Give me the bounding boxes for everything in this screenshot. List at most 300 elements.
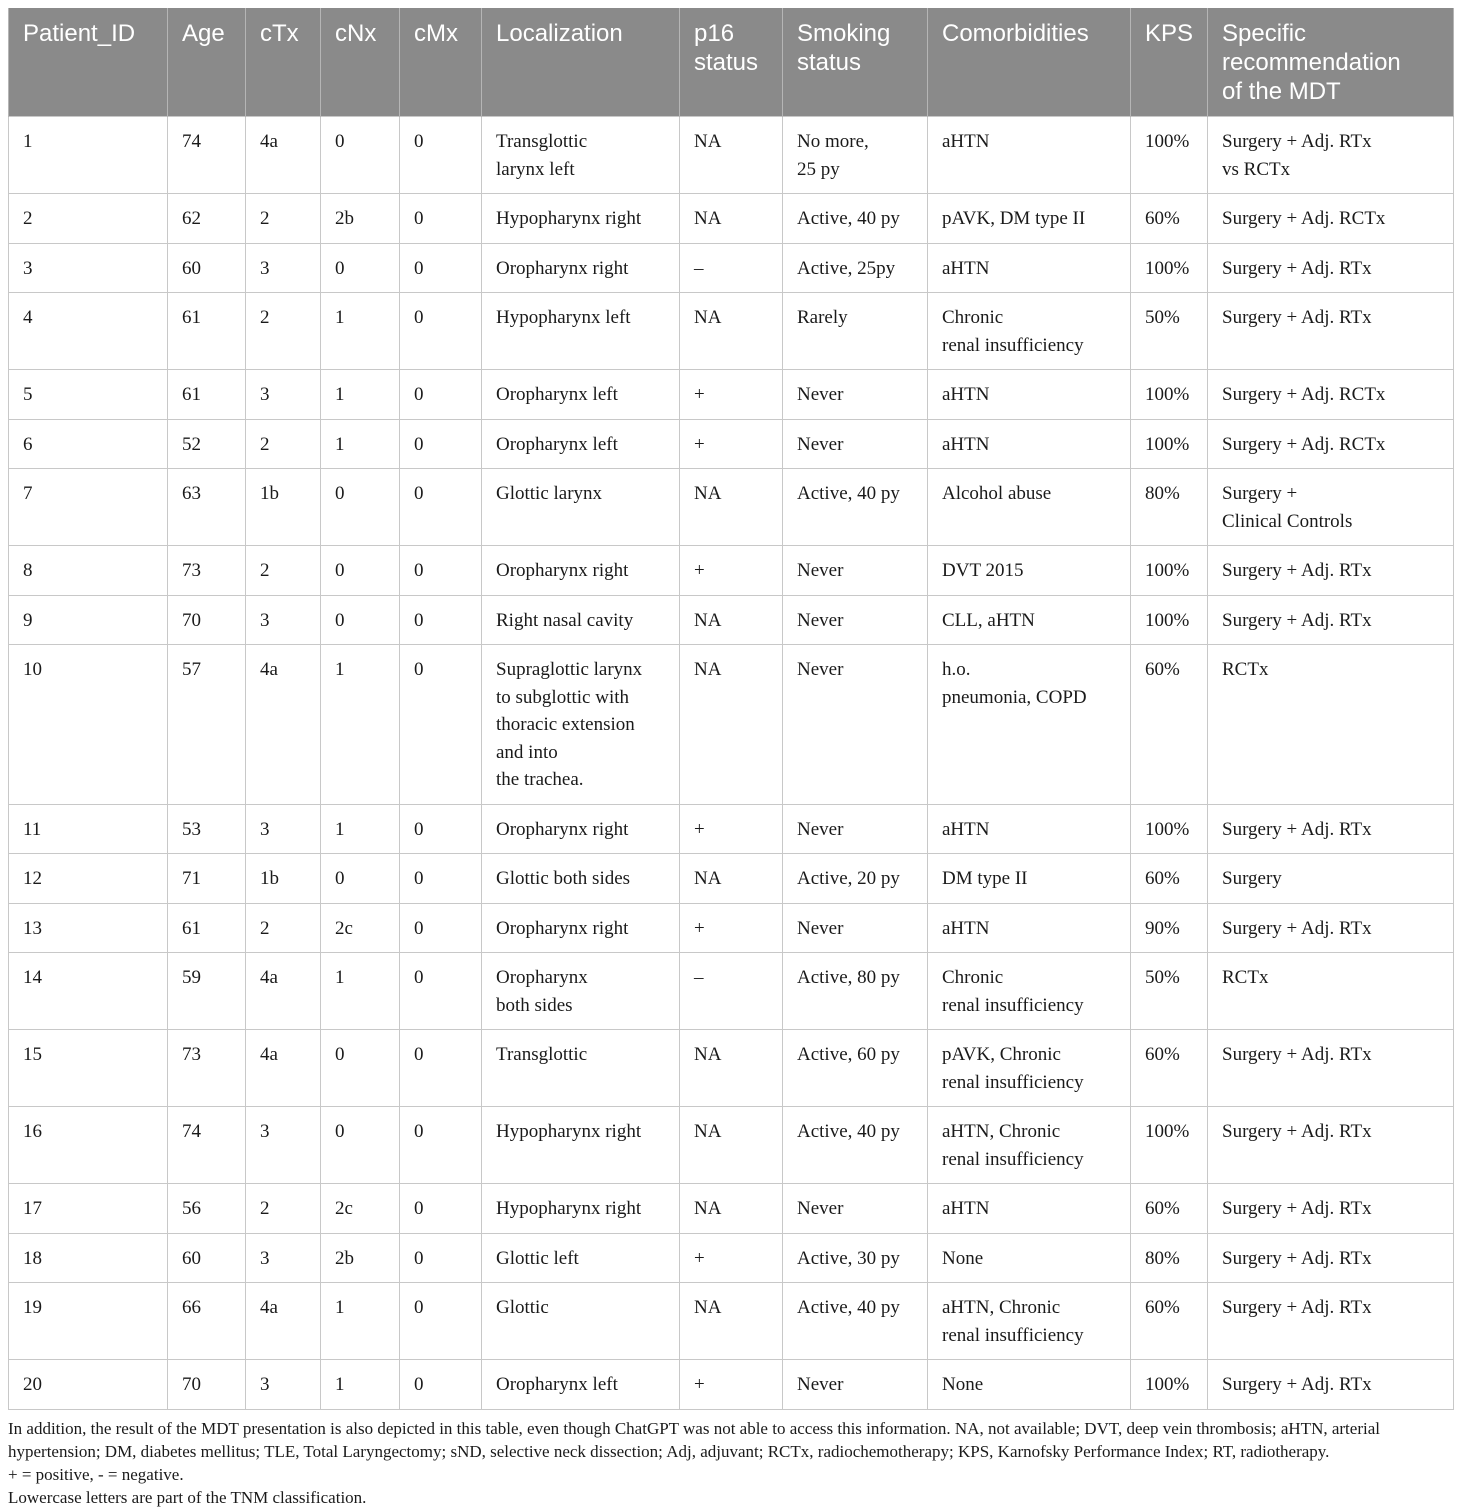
cell-text: 3 (260, 257, 270, 279)
cell-recommendation (1208, 854, 1454, 904)
cell-comorbidities (928, 546, 1131, 596)
table-row (9, 1030, 1454, 1107)
cell-text: DVT 2015 (942, 560, 1024, 581)
cell-patient-id (9, 469, 168, 546)
cell-p16-status (680, 117, 783, 194)
table-row (9, 1233, 1454, 1283)
cell-comorbidities (928, 1107, 1131, 1184)
cell-p16-status (680, 293, 783, 370)
cell-age (168, 953, 246, 1030)
cell-text: Active, 25py (797, 257, 896, 279)
cell-text: 1 (335, 659, 345, 680)
cell-text: 100% (1145, 384, 1190, 405)
cell-cnx (321, 804, 400, 854)
cell-text: 0 (335, 131, 345, 152)
table-row (9, 903, 1454, 953)
cell-text: Rarely (797, 307, 848, 328)
cell-p16-status (680, 1184, 783, 1234)
cell-text: Never (797, 384, 844, 405)
cell-text: 0 (414, 257, 424, 279)
cell-age (168, 194, 246, 244)
cell-smoking-status (783, 370, 928, 420)
table-row (9, 1283, 1454, 1360)
cell-text: Surgery + Adj. RTx (1222, 560, 1372, 581)
cell-p16-status (680, 854, 783, 904)
cell-cmx (400, 1030, 482, 1107)
cell-localization (482, 293, 680, 370)
cell-text: Surgery + Adj. RTx (1222, 1198, 1372, 1219)
cell-text: Oropharynx left (496, 433, 618, 455)
cell-text: 3 (260, 818, 270, 840)
cell-text: 100% (1145, 257, 1190, 279)
cell-recommendation (1208, 419, 1454, 469)
cell-text: Never (797, 917, 844, 939)
table-row (9, 546, 1454, 596)
cell-text: Chronic renal insufficiency (942, 967, 1084, 1016)
cell-cnx (321, 243, 400, 293)
cell-localization (482, 953, 680, 1030)
cell-localization (482, 243, 680, 293)
cell-text: 7 (23, 483, 33, 504)
cell-recommendation (1208, 117, 1454, 194)
cell-localization (482, 1233, 680, 1283)
cell-ctx (246, 953, 321, 1030)
cell-text: Alcohol abuse (942, 483, 1052, 504)
cell-ctx (246, 194, 321, 244)
cell-text: 60% (1145, 1297, 1180, 1318)
cell-patient-id (9, 903, 168, 953)
cell-p16-status (680, 903, 783, 953)
cell-age (168, 903, 246, 953)
header-comorbidities: Comorbidities (928, 8, 1131, 117)
cell-text: 1 (23, 131, 33, 152)
cell-cnx (321, 903, 400, 953)
cell-ctx (246, 804, 321, 854)
cell-text: 2 (260, 917, 270, 939)
cell-text: RCTx (1222, 659, 1269, 680)
cell-cnx (321, 595, 400, 645)
cell-text: Surgery + Clinical Controls (1222, 483, 1353, 532)
cell-kps (1131, 243, 1208, 293)
cell-text: Oropharynx right (496, 257, 629, 279)
cell-text: 0 (414, 1198, 424, 1219)
cell-patient-id (9, 370, 168, 420)
cell-kps (1131, 419, 1208, 469)
cell-text: Surgery + Adj. RTx (1222, 818, 1372, 840)
cell-text: NA (694, 609, 722, 631)
cell-smoking-status (783, 1107, 928, 1184)
cell-cmx (400, 419, 482, 469)
cell-text: 0 (414, 659, 424, 680)
cell-text: NA (694, 1044, 722, 1065)
cell-cnx (321, 1360, 400, 1410)
cell-text: 0 (335, 560, 345, 581)
table-row (9, 293, 1454, 370)
header-patient-id: Patient_ID (9, 8, 168, 117)
cell-smoking-status (783, 1184, 928, 1234)
cell-patient-id (9, 645, 168, 805)
cell-text: 0 (414, 307, 424, 328)
cell-text: Hypopharynx right (496, 1198, 642, 1219)
cell-text: aHTN, Chronic renal insufficiency (942, 1121, 1084, 1170)
cell-recommendation (1208, 469, 1454, 546)
cell-age (168, 419, 246, 469)
cell-text: 62 (182, 208, 201, 229)
cell-text: 16 (23, 1121, 42, 1142)
cell-smoking-status (783, 804, 928, 854)
cell-cnx (321, 1184, 400, 1234)
cell-text: 0 (414, 868, 424, 889)
cell-text: Surgery + Adj. RTx (1222, 609, 1372, 631)
cell-comorbidities (928, 595, 1131, 645)
cell-p16-status (680, 370, 783, 420)
cell-text: 59 (182, 967, 201, 988)
cell-recommendation (1208, 370, 1454, 420)
cell-text: CLL, aHTN (942, 609, 1035, 631)
cell-text: 3 (260, 1121, 270, 1142)
cell-recommendation (1208, 1030, 1454, 1107)
cell-recommendation (1208, 1107, 1454, 1184)
cell-text: Oropharynx right (496, 560, 629, 581)
table-row (9, 194, 1454, 244)
cell-text: 8 (23, 560, 33, 581)
cell-patient-id (9, 1360, 168, 1410)
cell-kps (1131, 804, 1208, 854)
cell-text: Active, 40 py (797, 208, 900, 229)
cell-cnx (321, 469, 400, 546)
cell-text: 4a (260, 1044, 278, 1065)
cell-ctx (246, 370, 321, 420)
cell-smoking-status (783, 419, 928, 469)
cell-age (168, 854, 246, 904)
cell-comorbidities (928, 1030, 1131, 1107)
cell-text: + (694, 1247, 705, 1269)
cell-text: 73 (182, 560, 201, 581)
cell-text: 3 (260, 384, 270, 405)
cell-text: Surgery + Adj. RTx (1222, 917, 1372, 939)
patient-table (8, 8, 1454, 1410)
cell-patient-id (9, 194, 168, 244)
cell-patient-id (9, 1233, 168, 1283)
cell-cmx (400, 117, 482, 194)
table-body (9, 117, 1454, 1410)
header-row (9, 8, 1454, 117)
cell-patient-id (9, 117, 168, 194)
cell-cmx (400, 1360, 482, 1410)
cell-text: 2b (335, 208, 354, 229)
cell-kps (1131, 1283, 1208, 1360)
cell-text: 1b (260, 483, 279, 504)
document (8, 8, 1453, 1509)
cell-text: None (942, 1374, 984, 1395)
cell-smoking-status (783, 1360, 928, 1410)
cell-kps (1131, 1233, 1208, 1283)
cell-recommendation (1208, 194, 1454, 244)
cell-text: NA (694, 483, 722, 504)
cell-text: Glottic both sides (496, 868, 631, 889)
cell-localization (482, 1360, 680, 1410)
cell-kps (1131, 1107, 1208, 1184)
cell-text: aHTN (942, 1198, 990, 1219)
header-kps: KPS (1131, 8, 1208, 117)
cell-age (168, 546, 246, 596)
cell-text: 71 (182, 868, 201, 889)
cell-patient-id (9, 546, 168, 596)
cell-text: 3 (260, 1374, 270, 1395)
cell-smoking-status (783, 595, 928, 645)
cell-age (168, 1107, 246, 1184)
cell-text: 12 (23, 868, 42, 889)
cell-text: 11 (23, 818, 42, 840)
cell-age (168, 595, 246, 645)
cell-comorbidities (928, 370, 1131, 420)
cell-p16-status (680, 419, 783, 469)
table-row (9, 1107, 1454, 1184)
cell-text: Never (797, 818, 844, 840)
cell-text: NA (694, 1198, 722, 1219)
cell-text: NA (694, 208, 722, 229)
cell-text: 2 (260, 1198, 270, 1219)
cell-kps (1131, 117, 1208, 194)
cell-text: 6 (23, 433, 33, 455)
footnote-abbreviations: In addition, the result of the MDT presentation is also depicted in this table, even though ChatGPT was not able to access this information. NA, not available; DVT, deep vein thrombosis; aHTN, arterial hypertension; DM, diabetes mellitus; TLE, Total Laryngectomy; sND, selective neck dissection; Adj, adjuvant; RCTx, radiochemotherapy; KPS, Karnofsky Performance Index; RT, radiotherapy. (8, 1418, 1380, 1461)
cell-ctx (246, 293, 321, 370)
cell-age (168, 645, 246, 805)
cell-text: NA (694, 1297, 722, 1318)
cell-text: aHTN, Chronic renal insufficiency (942, 1297, 1084, 1346)
cell-text: 60 (182, 257, 201, 279)
cell-ctx (246, 1283, 321, 1360)
cell-smoking-status (783, 953, 928, 1030)
cell-text: 3 (260, 1247, 270, 1269)
cell-cnx (321, 1233, 400, 1283)
cell-text: 20 (23, 1374, 42, 1395)
cell-text: 61 (182, 917, 201, 939)
cell-text: 2 (260, 560, 270, 581)
cell-recommendation (1208, 953, 1454, 1030)
cell-p16-status (680, 546, 783, 596)
cell-text: Never (797, 433, 844, 455)
cell-text: Active, 80 py (797, 967, 900, 988)
footnote-p16-legend: + = positive, - = negative. (8, 1464, 184, 1484)
cell-patient-id (9, 595, 168, 645)
cell-patient-id (9, 293, 168, 370)
cell-smoking-status (783, 546, 928, 596)
cell-cmx (400, 293, 482, 370)
cell-text: Surgery (1222, 868, 1282, 889)
cell-comorbidities (928, 903, 1131, 953)
cell-text: Chronic renal insufficiency (942, 307, 1084, 356)
cell-localization (482, 194, 680, 244)
cell-comorbidities (928, 243, 1131, 293)
cell-text: NA (694, 131, 722, 152)
cell-text: DM type II (942, 868, 1028, 889)
cell-text: 60% (1145, 868, 1180, 889)
cell-smoking-status (783, 469, 928, 546)
cell-text: Glottic (496, 1297, 549, 1318)
cell-text: 9 (23, 609, 33, 631)
cell-kps (1131, 953, 1208, 1030)
cell-cnx (321, 194, 400, 244)
cell-text: + (694, 1374, 705, 1395)
cell-text: NA (694, 307, 722, 328)
cell-age (168, 1030, 246, 1107)
table-row (9, 1184, 1454, 1234)
cell-p16-status (680, 194, 783, 244)
cell-text: 0 (414, 1044, 424, 1065)
cell-recommendation (1208, 595, 1454, 645)
cell-smoking-status (783, 1283, 928, 1360)
cell-text: 10 (23, 659, 42, 680)
cell-smoking-status (783, 854, 928, 904)
cell-ctx (246, 1107, 321, 1184)
cell-kps (1131, 546, 1208, 596)
cell-localization (482, 804, 680, 854)
cell-text: 17 (23, 1198, 42, 1219)
cell-comorbidities (928, 194, 1131, 244)
cell-text: 100% (1145, 1121, 1190, 1142)
cell-text: 2c (335, 917, 353, 939)
cell-recommendation (1208, 903, 1454, 953)
cell-patient-id (9, 854, 168, 904)
cell-text: 1b (260, 868, 279, 889)
cell-text: Active, 40 py (797, 1121, 900, 1142)
cell-cmx (400, 1184, 482, 1234)
cell-text: 100% (1145, 560, 1190, 581)
cell-localization (482, 1283, 680, 1360)
cell-text: Surgery + Adj. RTx (1222, 1044, 1372, 1065)
cell-text: 63 (182, 483, 201, 504)
cell-smoking-status (783, 903, 928, 953)
cell-cnx (321, 117, 400, 194)
cell-text: 1 (335, 433, 345, 455)
cell-text: Hypopharynx left (496, 307, 631, 328)
cell-cmx (400, 854, 482, 904)
cell-recommendation (1208, 1283, 1454, 1360)
cell-comorbidities (928, 1360, 1131, 1410)
cell-smoking-status (783, 1030, 928, 1107)
cell-text: 100% (1145, 131, 1190, 152)
cell-age (168, 804, 246, 854)
table-row (9, 645, 1454, 805)
cell-p16-status (680, 645, 783, 805)
header-smoking-status: Smoking status (783, 8, 928, 117)
cell-text: 61 (182, 384, 201, 405)
cell-kps (1131, 854, 1208, 904)
cell-cnx (321, 293, 400, 370)
cell-text: 100% (1145, 818, 1190, 840)
cell-text: 50% (1145, 307, 1180, 328)
cell-cmx (400, 546, 482, 596)
cell-ctx (246, 854, 321, 904)
cell-cmx (400, 953, 482, 1030)
cell-p16-status (680, 1360, 783, 1410)
cell-text: 0 (335, 483, 345, 504)
cell-ctx (246, 546, 321, 596)
cell-p16-status (680, 1233, 783, 1283)
cell-ctx (246, 419, 321, 469)
cell-comorbidities (928, 854, 1131, 904)
cell-cmx (400, 903, 482, 953)
cell-text: h.o. pneumonia, COPD (942, 659, 1087, 708)
cell-p16-status (680, 804, 783, 854)
cell-localization (482, 854, 680, 904)
cell-p16-status (680, 1283, 783, 1360)
cell-smoking-status (783, 293, 928, 370)
cell-text: 1 (335, 1374, 345, 1395)
cell-kps (1131, 595, 1208, 645)
cell-text: – (694, 967, 704, 988)
cell-p16-status (680, 1030, 783, 1107)
cell-comorbidities (928, 293, 1131, 370)
cell-recommendation (1208, 1233, 1454, 1283)
cell-text: Oropharynx left (496, 1374, 618, 1395)
cell-text: 0 (335, 1044, 345, 1065)
cell-text: 2 (260, 433, 270, 455)
cell-text: 4 (23, 307, 33, 328)
cell-text: 3 (23, 257, 33, 279)
cell-text: 1 (335, 384, 345, 405)
cell-cnx (321, 645, 400, 805)
cell-kps (1131, 903, 1208, 953)
cell-text: pAVK, DM type II (942, 208, 1086, 229)
cell-text: 4a (260, 1297, 278, 1318)
cell-kps (1131, 1184, 1208, 1234)
cell-text: 0 (335, 257, 345, 279)
cell-patient-id (9, 1107, 168, 1184)
cell-age (168, 1283, 246, 1360)
cell-text: RCTx (1222, 967, 1269, 988)
cell-text: 90% (1145, 917, 1180, 939)
cell-ctx (246, 903, 321, 953)
cell-text: 0 (414, 818, 424, 840)
cell-cmx (400, 1233, 482, 1283)
header-ctx: cTx (246, 8, 321, 117)
cell-text: 60% (1145, 208, 1180, 229)
cell-cnx (321, 546, 400, 596)
cell-text: 0 (335, 609, 345, 631)
cell-text: aHTN (942, 384, 990, 405)
cell-cmx (400, 194, 482, 244)
cell-age (168, 243, 246, 293)
cell-text: 2 (260, 307, 270, 328)
cell-localization (482, 903, 680, 953)
cell-text: 13 (23, 917, 42, 939)
cell-text: aHTN (942, 433, 990, 455)
cell-age (168, 117, 246, 194)
cell-text: pAVK, Chronic renal insufficiency (942, 1044, 1084, 1093)
cell-localization (482, 595, 680, 645)
table-row (9, 804, 1454, 854)
cell-text: 0 (335, 868, 345, 889)
cell-localization (482, 1030, 680, 1107)
cell-text: Surgery + Adj. RTx (1222, 1374, 1372, 1395)
cell-ctx (246, 243, 321, 293)
header-cnx: cNx (321, 8, 400, 117)
cell-text: 57 (182, 659, 201, 680)
table-row (9, 854, 1454, 904)
cell-text: Transglottic (496, 1044, 588, 1065)
cell-text: 0 (414, 433, 424, 455)
cell-text: 0 (414, 1247, 424, 1269)
cell-text: 0 (414, 917, 424, 939)
cell-smoking-status (783, 117, 928, 194)
cell-text: 60 (182, 1247, 201, 1269)
cell-cmx (400, 469, 482, 546)
cell-text: 53 (182, 818, 201, 840)
cell-kps (1131, 194, 1208, 244)
cell-text: + (694, 917, 705, 939)
